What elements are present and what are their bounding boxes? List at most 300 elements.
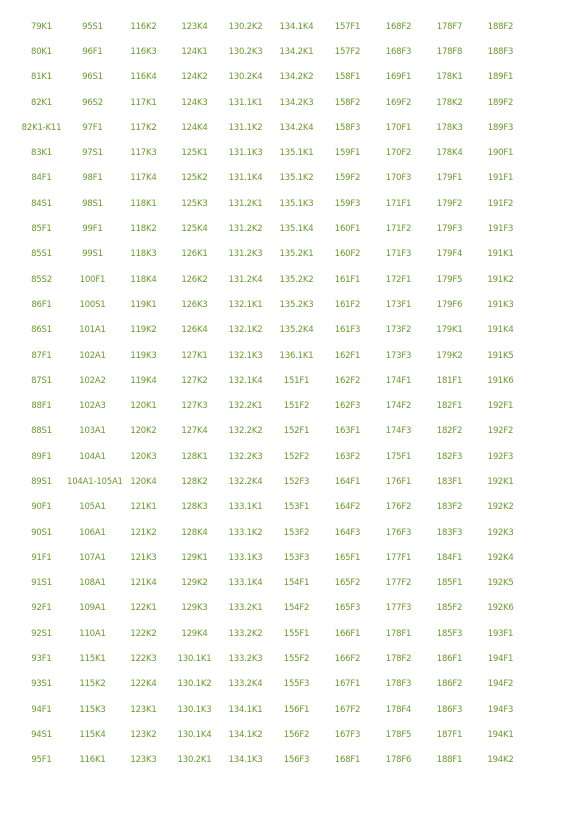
table-cell: 179F6	[436, 299, 463, 310]
table-cell: 88F1	[31, 401, 52, 412]
table-cell: 90S1	[31, 527, 52, 538]
table-row	[16, 646, 526, 671]
table-cell: 194F3	[487, 704, 514, 715]
table-cell: 191F1	[487, 173, 514, 184]
table-row	[16, 697, 526, 722]
table-cell: 152F3	[283, 476, 310, 487]
table-row	[16, 571, 526, 596]
table-cell: 118K3	[130, 249, 157, 260]
table-cell: 124K4	[181, 122, 208, 133]
table-cell: 132.2K4	[228, 476, 263, 487]
table-cell: 118K4	[130, 274, 157, 285]
table-cell: 165F2	[334, 578, 361, 589]
table-cell: 116K1	[79, 755, 106, 766]
table-cell: 156F3	[283, 755, 310, 766]
table-cell: 158F1	[334, 72, 361, 83]
table-cell: 131.1K3	[228, 148, 263, 159]
table-cell: 179F4	[436, 249, 463, 260]
table-row	[16, 318, 526, 343]
table-cell: 119K1	[130, 299, 157, 310]
table-cell: 80K1	[31, 46, 52, 57]
table-cell: 161F3	[334, 325, 361, 336]
table-cell: 178K4	[436, 148, 463, 159]
table-row	[16, 545, 526, 570]
table-cell: 135.1K1	[279, 148, 314, 159]
table-cell: 115K1	[79, 654, 106, 665]
table-cell: 183F3	[436, 527, 463, 538]
table-cell: 168F1	[334, 755, 361, 766]
table-cell: 129K4	[181, 628, 208, 639]
table-cell: 87F1	[31, 350, 52, 361]
table-cell: 168F2	[385, 21, 412, 32]
table-row	[16, 520, 526, 545]
table-cell: 87S1	[31, 375, 52, 386]
table-cell: 165F3	[334, 603, 361, 614]
table-cell: 134.2K3	[279, 97, 314, 108]
table-cell: 99F1	[82, 224, 103, 235]
table-cell: 134.1K3	[228, 755, 263, 766]
table-row	[16, 267, 526, 292]
table-cell: 89S1	[31, 476, 52, 487]
table-cell: 194K1	[487, 729, 514, 740]
table-cell: 173F2	[385, 325, 412, 336]
table-cell: 131.2K3	[228, 249, 263, 260]
table-cell: 186F1	[436, 654, 463, 665]
table-cell: 182F1	[436, 401, 463, 412]
table-cell: 192F3	[487, 451, 514, 462]
table-cell: 170F3	[385, 173, 412, 184]
table-cell: 166F1	[334, 628, 361, 639]
table-cell: 130.1K3	[177, 704, 212, 715]
table-cell: 122K1	[130, 603, 157, 614]
table-row	[16, 672, 526, 697]
table-cell: 156F1	[283, 704, 310, 715]
table-cell: 130.2K1	[177, 755, 212, 766]
table-cell: 118K2	[130, 224, 157, 235]
table-cell: 131.1K2	[228, 122, 263, 133]
table-cell: 162F3	[334, 401, 361, 412]
table-cell: 122K3	[130, 654, 157, 665]
table-cell: 151F1	[283, 375, 310, 386]
table-cell: 129K1	[181, 552, 208, 563]
table-cell: 192K3	[487, 527, 514, 538]
table-cell: 179K1	[436, 325, 463, 336]
table-cell: 135.2K4	[279, 325, 314, 336]
table-row	[16, 166, 526, 191]
table-cell: 95F1	[31, 755, 52, 766]
table-cell: 124K2	[181, 72, 208, 83]
table-cell: 85S1	[31, 249, 52, 260]
table-cell: 94F1	[31, 704, 52, 715]
table-cell: 131.1K4	[228, 173, 263, 184]
table-cell: 182F2	[436, 426, 463, 437]
table-cell: 120K2	[130, 426, 157, 437]
table-cell: 194K2	[487, 755, 514, 766]
table-cell: 123K3	[130, 755, 157, 766]
table-cell: 162F1	[334, 350, 361, 361]
table-row	[16, 39, 526, 64]
table-cell: 81K1	[31, 72, 52, 83]
table-cell: 121K2	[130, 527, 157, 538]
table-cell: 121K4	[130, 578, 157, 589]
table-cell: 192F2	[487, 426, 514, 437]
table-cell: 105A1	[79, 502, 106, 513]
table-cell: 118K1	[130, 198, 157, 209]
table-cell: 176F1	[385, 476, 412, 487]
table-cell: 191K1	[487, 249, 514, 260]
table-cell: 158F2	[334, 97, 361, 108]
table-cell: 93S1	[31, 679, 52, 690]
table-cell: 120K3	[130, 451, 157, 462]
table-cell: 134.2K1	[279, 46, 314, 57]
table-cell: 127K4	[181, 426, 208, 437]
table-cell: 119K4	[130, 375, 157, 386]
table-cell: 178F5	[385, 729, 412, 740]
table-cell: 191K6	[487, 375, 514, 386]
table-cell: 179F3	[436, 224, 463, 235]
table-cell: 188F3	[487, 46, 514, 57]
table-cell: 117K4	[130, 173, 157, 184]
table-cell: 171F1	[385, 198, 412, 209]
table-cell: 124K3	[181, 97, 208, 108]
table-cell: 123K2	[130, 729, 157, 740]
table-cell: 179F1	[436, 173, 463, 184]
table-cell: 191K2	[487, 274, 514, 285]
table-cell: 135.2K1	[279, 249, 314, 260]
table-cell: 117K1	[130, 97, 157, 108]
table-cell: 185F2	[436, 603, 463, 614]
table-cell: 131.2K1	[228, 198, 263, 209]
table-cell: 189F1	[487, 72, 514, 83]
table-cell: 125K2	[181, 173, 208, 184]
table-cell: 135.1K3	[279, 198, 314, 209]
table-cell: 119K3	[130, 350, 157, 361]
table-cell: 194F2	[487, 679, 514, 690]
table-cell: 174F3	[385, 426, 412, 437]
table-cell: 166F2	[334, 654, 361, 665]
table-cell: 127K3	[181, 401, 208, 412]
table-cell: 125K3	[181, 198, 208, 209]
table-cell: 170F2	[385, 148, 412, 159]
table-cell: 191K5	[487, 350, 514, 361]
table-cell: 119K2	[130, 325, 157, 336]
table-cell: 133.2K2	[228, 628, 263, 639]
table-cell: 92F1	[31, 603, 52, 614]
table-cell: 96S2	[82, 97, 103, 108]
table-cell: 154F1	[283, 578, 310, 589]
table-cell: 133.2K4	[228, 679, 263, 690]
table-cell: 167F1	[334, 679, 361, 690]
table-cell: 129K2	[181, 578, 208, 589]
table-cell: 102A2	[79, 375, 106, 386]
table-cell: 131.1K1	[228, 97, 263, 108]
table-cell: 120K1	[130, 401, 157, 412]
table-cell: 132.2K2	[228, 426, 263, 437]
table-cell: 185F3	[436, 628, 463, 639]
table-cell: 108A1	[79, 578, 106, 589]
table-cell: 167F2	[334, 704, 361, 715]
table-cell: 135.1K4	[279, 224, 314, 235]
table-cell: 131.2K4	[228, 274, 263, 285]
table-cell: 126K3	[181, 299, 208, 310]
table-cell: 191F2	[487, 198, 514, 209]
table-cell: 174F1	[385, 375, 412, 386]
table-cell: 97F1	[82, 122, 103, 133]
code-table	[16, 14, 526, 773]
table-cell: 152F2	[283, 451, 310, 462]
table-cell: 132.1K2	[228, 325, 263, 336]
table-cell: 175F1	[385, 451, 412, 462]
table-row	[16, 140, 526, 165]
table-cell: 194F1	[487, 654, 514, 665]
table-cell: 177F2	[385, 578, 412, 589]
table-cell: 117K2	[130, 122, 157, 133]
table-cell: 86S1	[31, 325, 52, 336]
table-cell: 127K2	[181, 375, 208, 386]
table-cell: 193F1	[487, 628, 514, 639]
table-cell: 125K1	[181, 148, 208, 159]
table-row	[16, 748, 526, 773]
table-cell: 93F1	[31, 654, 52, 665]
table-cell: 178K1	[436, 72, 463, 83]
table-cell: 186F3	[436, 704, 463, 715]
table-row	[16, 444, 526, 469]
table-cell: 122K4	[130, 679, 157, 690]
table-cell: 88S1	[31, 426, 52, 437]
table-cell: 85F1	[31, 224, 52, 235]
table-row	[16, 191, 526, 216]
table-cell: 106A1	[79, 527, 106, 538]
table-cell: 110A1	[79, 628, 106, 639]
table-cell: 162F2	[334, 375, 361, 386]
table-cell: 155F2	[283, 654, 310, 665]
table-cell: 163F1	[334, 426, 361, 437]
table-cell: 132.1K1	[228, 299, 263, 310]
table-cell: 171F2	[385, 224, 412, 235]
table-cell: 160F1	[334, 224, 361, 235]
table-cell: 188F2	[487, 21, 514, 32]
table-cell: 104A1-105A1	[67, 476, 123, 487]
table-cell: 186F2	[436, 679, 463, 690]
table-cell: 178F8	[436, 46, 463, 57]
table-cell: 91S1	[31, 578, 52, 589]
table-cell: 178K2	[436, 97, 463, 108]
table-cell: 192K4	[487, 552, 514, 563]
table-cell: 163F2	[334, 451, 361, 462]
table-cell: 125K4	[181, 224, 208, 235]
table-cell: 116K2	[130, 21, 157, 32]
table-cell: 123K1	[130, 704, 157, 715]
table-cell: 130.1K1	[177, 654, 212, 665]
table-cell: 94S1	[31, 729, 52, 740]
table-cell: 188F1	[436, 755, 463, 766]
table-cell: 128K3	[181, 502, 208, 513]
table-cell: 79K1	[31, 21, 52, 32]
table-cell: 152F1	[283, 426, 310, 437]
table-cell: 130.2K4	[228, 72, 263, 83]
table-cell: 135.2K2	[279, 274, 314, 285]
table-cell: 84F1	[31, 173, 52, 184]
table-row	[16, 596, 526, 621]
table-cell: 181F1	[436, 375, 463, 386]
table-row	[16, 495, 526, 520]
table-cell: 135.1K2	[279, 173, 314, 184]
table-cell: 84S1	[31, 198, 52, 209]
table-cell: 160F2	[334, 249, 361, 260]
table-cell: 133.1K4	[228, 578, 263, 589]
table-cell: 86F1	[31, 299, 52, 310]
table-cell: 172F1	[385, 274, 412, 285]
table-cell: 133.1K1	[228, 502, 263, 513]
table-cell: 156F2	[283, 729, 310, 740]
table-cell: 102A3	[79, 401, 106, 412]
table-cell: 104A1	[79, 451, 106, 462]
table-cell: 153F3	[283, 552, 310, 563]
table-row	[16, 621, 526, 646]
table-cell: 116K4	[130, 72, 157, 83]
table-cell: 177F3	[385, 603, 412, 614]
table-cell: 158F3	[334, 122, 361, 133]
table-cell: 120K4	[130, 476, 157, 487]
table-cell: 116K3	[130, 46, 157, 57]
table-row	[16, 292, 526, 317]
table-cell: 176F2	[385, 502, 412, 513]
table-row	[16, 65, 526, 90]
table-cell: 134.1K4	[279, 21, 314, 32]
table-cell: 97S1	[82, 148, 103, 159]
table-cell: 164F3	[334, 527, 361, 538]
table-cell: 90F1	[31, 502, 52, 513]
table-cell: 179F2	[436, 198, 463, 209]
table-cell: 170F1	[385, 122, 412, 133]
table-cell: 134.2K2	[279, 72, 314, 83]
table-cell: 171F3	[385, 249, 412, 260]
table-cell: 130.1K4	[177, 729, 212, 740]
table-row	[16, 14, 526, 39]
table-cell: 178F2	[385, 654, 412, 665]
table-cell: 82K1	[31, 97, 52, 108]
table-cell: 178F1	[385, 628, 412, 639]
table-cell: 169F2	[385, 97, 412, 108]
table-cell: 184F1	[436, 552, 463, 563]
table-cell: 102A1	[79, 350, 106, 361]
table-cell: 159F1	[334, 148, 361, 159]
table-cell: 173F1	[385, 299, 412, 310]
table-cell: 132.1K4	[228, 375, 263, 386]
table-cell: 124K1	[181, 46, 208, 57]
table-cell: 96S1	[82, 72, 103, 83]
table-cell: 169F1	[385, 72, 412, 83]
table-cell: 191K4	[487, 325, 514, 336]
table-cell: 92S1	[31, 628, 52, 639]
table-cell: 98F1	[82, 173, 103, 184]
table-cell: 185F1	[436, 578, 463, 589]
table-cell: 190F1	[487, 148, 514, 159]
table-cell: 191K3	[487, 299, 514, 310]
table-cell: 100S1	[79, 299, 106, 310]
table-row	[16, 242, 526, 267]
table-cell: 126K1	[181, 249, 208, 260]
table-cell: 192K5	[487, 578, 514, 589]
table-cell: 107A1	[79, 552, 106, 563]
table-cell: 183F2	[436, 502, 463, 513]
table-cell: 183F1	[436, 476, 463, 487]
table-cell: 164F1	[334, 476, 361, 487]
table-cell: 153F2	[283, 527, 310, 538]
table-cell: 130.1K2	[177, 679, 212, 690]
table-cell: 132.2K1	[228, 401, 263, 412]
table-cell: 174F2	[385, 401, 412, 412]
table-cell: 151F2	[283, 401, 310, 412]
table-cell: 134.1K2	[228, 729, 263, 740]
table-cell: 128K1	[181, 451, 208, 462]
table-cell: 135.2K3	[279, 299, 314, 310]
table-cell: 133.1K3	[228, 552, 263, 563]
table-cell: 121K3	[130, 552, 157, 563]
table-cell: 82K1-K11	[21, 122, 62, 133]
table-cell: 128K4	[181, 527, 208, 538]
table-cell: 192K6	[487, 603, 514, 614]
table-cell: 121K1	[130, 502, 157, 513]
table-cell: 109A1	[79, 603, 106, 614]
table-cell: 123K4	[181, 21, 208, 32]
table-cell: 91F1	[31, 552, 52, 563]
table-cell: 164F2	[334, 502, 361, 513]
table-cell: 128K2	[181, 476, 208, 487]
table-cell: 159F3	[334, 198, 361, 209]
table-cell: 173F3	[385, 350, 412, 361]
table-cell: 83K1	[31, 148, 52, 159]
table-cell: 133.2K3	[228, 654, 263, 665]
table-cell: 117K3	[130, 148, 157, 159]
table-cell: 126K4	[181, 325, 208, 336]
table-cell: 95S1	[82, 21, 103, 32]
table-row	[16, 469, 526, 494]
table-cell: 189F2	[487, 97, 514, 108]
table-cell: 99S1	[82, 249, 103, 260]
table-cell: 100F1	[79, 274, 106, 285]
table-cell: 176F3	[385, 527, 412, 538]
table-cell: 130.2K3	[228, 46, 263, 57]
table-cell: 191F3	[487, 224, 514, 235]
table-cell: 134.2K4	[279, 122, 314, 133]
table-cell: 115K3	[79, 704, 106, 715]
table-cell: 167F3	[334, 729, 361, 740]
table-cell: 155F1	[283, 628, 310, 639]
table-cell: 179K2	[436, 350, 463, 361]
table-cell: 129K3	[181, 603, 208, 614]
table-cell: 122K2	[130, 628, 157, 639]
table-cell: 178F7	[436, 21, 463, 32]
table-cell: 192K2	[487, 502, 514, 513]
table-cell: 126K2	[181, 274, 208, 285]
table-cell: 127K1	[181, 350, 208, 361]
table-cell: 115K4	[79, 729, 106, 740]
table-cell: 161F1	[334, 274, 361, 285]
table-cell: 132.1K3	[228, 350, 263, 361]
table-row	[16, 216, 526, 241]
table-cell: 133.2K1	[228, 603, 263, 614]
table-cell: 131.2K2	[228, 224, 263, 235]
table-row	[16, 115, 526, 140]
table-row	[16, 343, 526, 368]
table-cell: 178F6	[385, 755, 412, 766]
table-cell: 101A1	[79, 325, 106, 336]
table-row	[16, 419, 526, 444]
table-cell: 130.2K2	[228, 21, 263, 32]
table-cell: 178F3	[385, 679, 412, 690]
table-cell: 132.2K3	[228, 451, 263, 462]
